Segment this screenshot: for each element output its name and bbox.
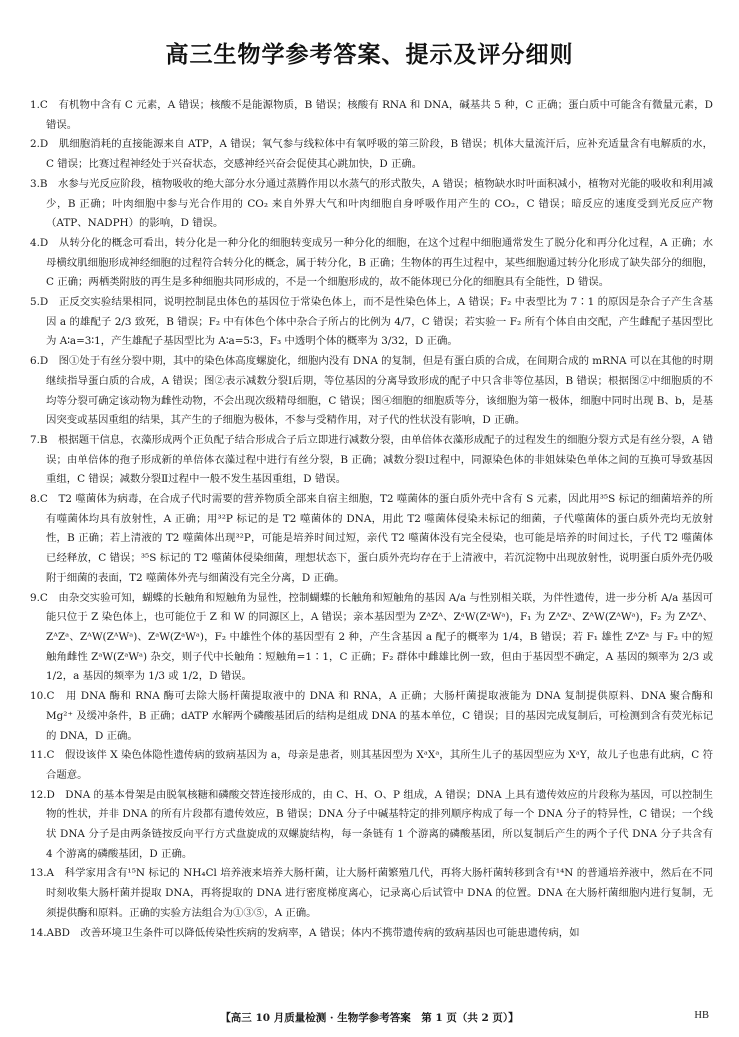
answer-item: 5.D 正反交实验结果相同，说明控制昆虫体色的基因位于常染色体上，而不是性染色体上，A 错误；F₂ 中表型比为 7∶1 的原因是杂合子产生含基因 a 的雄配子 2/3 致死，B 错误；F₂ 中有体色个体中杂合子所占的比例为 4/7，C 错误；若实验一 F₂ 所有个体自由交配，产生雌配子基因型比为 A∶a=3∶1，产生雄配子基因型比为 A∶a=5∶3，F₃ 中透明个体的概率为 3/32，D 正确。 [30, 296, 713, 348]
answer-item: 4.D 从转分化的概念可看出，转分化是一种分化的细胞转变成另一种分化的细胞，在这个过程中细胞通常发生了脱分化和再分化过程，A 正确；水母横纹肌细胞形成神经细胞的过程符合转分化的概念，属于转分化，B 正确；生物体的再生过程中，某些细胞通过转分化形成了缺失部分的细胞，C 正确；两栖类附肢的再生是多种细胞共同形成的，不是一个细胞形成的，故不能体现已分化的细胞具有全能性，D 错误。 [30, 236, 713, 289]
answer-item: 6.D 图①处于有丝分裂中期，其中的染色体高度螺旋化，细胞内没有 DNA 的复制，但是有蛋白质的合成，在间期合成的 mRNA 可以在其他的时期继续指导蛋白质的合成，A 错误；图②表示减数分裂Ⅰ后期，等位基因的分离导致形成的配子中只含非等位基因，B 错误；根据图②中细胞质的不均等分裂可确定该动物为雌性动物，不会出现次级精母细胞，C 错误；图④细胞的细胞质等分，该细胞为第一极体，细胞中同时出现 B、b，是基因突变或基因重组的结果，其产生的子细胞为极体，不参与受精作用，对子代的性状没有影响，D 正确。 [30, 355, 713, 427]
answer-item: 8.C T2 噬菌体为病毒，在合成子代时需要的营养物质全部来自宿主细胞，T2 噬菌体的蛋白质外壳中含有 S 元素，因此用³⁵S 标记的细菌培养的所有噬菌体均具有放射性，A 正确；用³²P 标记的是 T2 噬菌体的 DNA，用此 T2 噬菌体侵染未标记的细菌，子代噬菌体的蛋白质外壳均无放射性，B 正确；若上清液的 T2 噬菌体出现³²P，可能是培养时间过短，亲代 T2 噬菌体没有完全侵染，也可能是培养的时间过长，子代 T2 噬菌体已经释放，C 错误；³⁵S 标记的 T2 噬菌体侵染细菌，理想状态下，蛋白质外壳均存在于上清液中，若沉淀物中出现放射性，说明蛋白质外壳仍吸附于细菌的表面，T2 噬菌体外壳与细菌没有完全分离，D 正确。 [30, 493, 713, 584]
answer-item: 1.C 有机物中含有 C 元素，A 错误；核酸不是能源物质，B 错误；核酸有 RNA 和 DNA，碱基共 5 种，C 正确；蛋白质中可能含有微量元素，D 错误。 [30, 99, 713, 131]
answer-item: 14.ABD 改善环境卫生条件可以降低传染性疾病的发病率，A 错误；体内不携带遗传病的致病基因也可能患遗传病，如 [30, 926, 580, 939]
page-footer [0, 1010, 739, 1026]
footer-code: HB [694, 1010, 709, 1021]
answer-item: 2.D 肌细胞消耗的直接能源来自 ATP，A 错误；氧气参与线粒体中有氧呼吸的第三阶段，B 错误；机体大量流汗后，应补充适量含有电解质的水，C 错误；比赛过程神经处于兴奋状态，交感神经兴奋会促使其心跳加快，D 正确。 [30, 138, 713, 171]
answer-item: 9.C 由杂交实验可知，蝴蝶的长触角和短触角为显性，控制蝴蝶的长触角和短触角的基因 A/a 与性别相关联，为伴性遗传，进一步分析 A/a 基因可能只位于 Z 染色体上，也可能位于 Z 和 W 的同源区上，A 错误；亲本基因型为 ZᴬZᴬ、ZᵃW(ZᵃWᵃ)，F₁ 为 ZᴬZᵃ、ZᴬW(ZᴬWᵃ)，F₂ 为 ZᴬZᴬ、ZᴬZᵃ、ZᴬW(ZᴬWᵃ)、ZᵃW(ZᵃWᵃ)，F₂ 中雄性个体的基因型有 2 种，产生含基因 a 配子的概率为 1/4，B 错误；若 F₁ 雄性 ZᴬZᵃ 与 F₂ 中的短触角雌性 ZᵃW(ZᵃWᵃ) 杂交，则子代中长触角∶短触角=1∶1，C 正确；F₂ 群体中雌雄比例一致，但由于基因型不确定，A 基因的频率为 2/3 或 1/2，a 基因的频率为 1/3 或 1/2，D 错误。 [30, 591, 713, 683]
page-title: 高三生物学参考答案、提示及评分细则 [165, 42, 574, 68]
answer-item: 12.D DNA 的基本骨架是由脱氧核糖和磷酸交替连接形成的，由 C、H、O、P 组成，A 错误；DNA 上具有遗传效应的片段称为基因，可以控制生物的性状，并非 DNA 的所有片段都有遗传效应，B 错误；DNA 分子中碱基特定的排列顺序构成了每一个 DNA 分子的特异性，C 错误；一个线状 DNA 分子是由两条链按反向平行方式盘旋成的双螺旋结构，每一条链有 1 个游离的磷酸基团，所以复制后产生的两个子代 DNA 分子共含有 4 个游离的磷酸基团，D 正确。 [30, 788, 713, 860]
answer-item: 3.B 水参与光反应阶段，植物吸收的绝大部分水分通过蒸腾作用以水蒸气的形式散失，A 错误；植物缺水时叶面积减小，植物对光能的吸收和利用减少，B 正确；叶肉细胞中参与光合作用的 CO₂ 来自外界大气和叶肉细胞自身呼吸作用产生的 CO₂，C 错误；暗反应的速度受到光反应产物（ATP、NADPH）的影响，D 错误。 [30, 177, 713, 230]
answer-item: 13.A 科学家用含有¹⁵N 标记的 NH₄Cl 培养液来培养大肠杆菌，让大肠杆菌繁殖几代，再将大肠杆菌转移到含有¹⁴N 的普通培养液中，然后在不同时刻收集大肠杆菌并提取 DNA，再将提取的 DNA 进行密度梯度离心，记录离心后试管中 DNA 的位置。DNA 在大肠杆菌细胞内进行复制，无须提供酶和原料。正确的实验方法组合为①③⑤，A 正确。 [30, 867, 713, 919]
answer-item: 10.C 用 DNA 酶和 RNA 酶可去除大肠杆菌提取液中的 DNA 和 RNA，A 正确；大肠杆菌提取液能为 DNA 复制提供原料、DNA 聚合酶和 Mg²⁺ 及缓冲条件，B 正确；dATP 水解两个磷酸基团后的结构是组成 DNA 的基本单位，C 错误；目的基因完成复制后，可检测到含有荧光标记的 DNA，D 正确。 [30, 690, 713, 742]
answer-item: 7.B 根据题干信息，衣藻形成两个正负配子结合形成合子后立即进行减数分裂，由单倍体衣藻形成配子的过程发生的细胞分裂方式是有丝分裂，A 错误；由单倍体的孢子形成新的单倍体衣藻过程中进行有丝分裂，B 正确；减数分裂Ⅰ过程中，同源染色体的非姐妹染色单体之间的互换可导致基因重组，C 错误；减数分裂Ⅱ过程中一般不发生基因重组，D 错误。 [30, 433, 713, 486]
answer-item: 11.C 假设该伴 X 染色体隐性遗传病的致病基因为 a，母亲是患者，则其基因型为 XᵃXᵃ，其所生儿子的基因型应为 XᵃY，故儿子也患有此病，C 符合题意。 [30, 749, 713, 781]
footer-text: 【高三 10 月质量检测 · 生物学参考答案 第 1 页（共 2 页）】 [220, 1012, 519, 1024]
answer-list [30, 96, 713, 1000]
